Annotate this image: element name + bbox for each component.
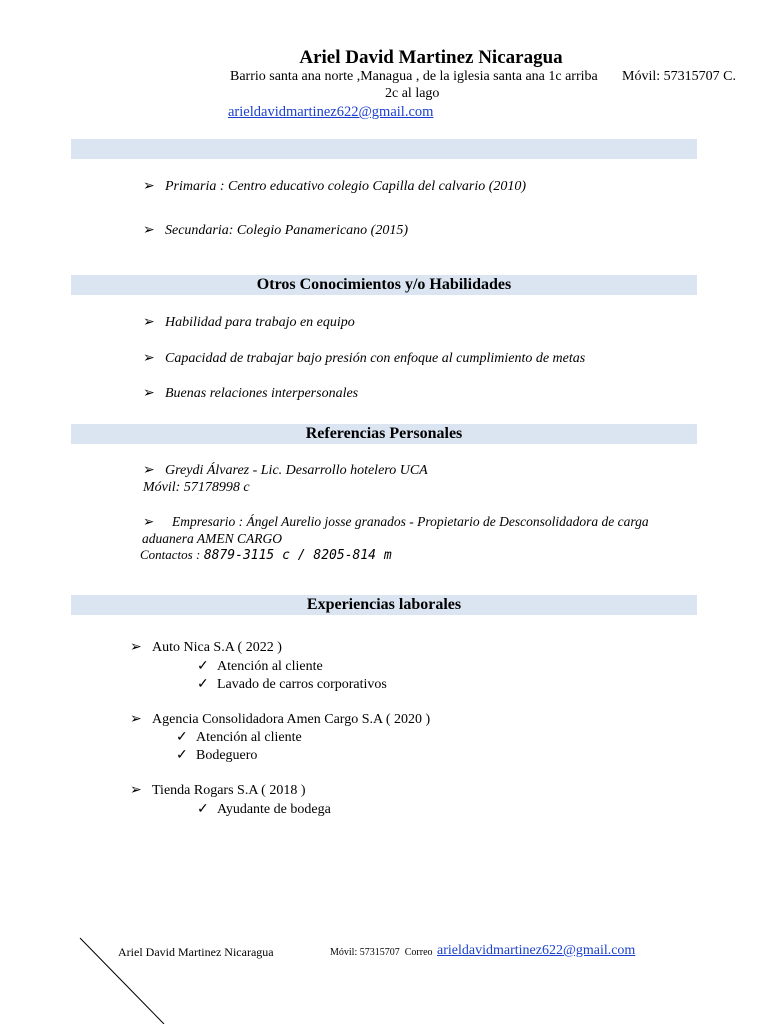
job-item: ➢ Tienda Rogars S.A ( 2018 ) xyxy=(130,783,306,798)
experience-section-title: Experiencias laborales xyxy=(71,595,697,615)
skill-item: ➢ Habilidad para trabajo en equipo xyxy=(143,315,355,330)
arrowhead-bullet-icon: ➢ xyxy=(143,223,155,238)
skill-item: ➢ Buenas relaciones interpersonales xyxy=(143,386,359,401)
checkmark-icon: ✓ xyxy=(176,730,188,745)
skills-section-title: Otros Conocimientos y/o Habilidades xyxy=(71,275,697,295)
job-task: ✓ Bodeguero xyxy=(176,748,258,763)
arrowhead-bullet-icon: ➢ xyxy=(130,640,142,655)
arrowhead-bullet-icon: ➢ xyxy=(143,351,155,366)
education-item-secondary: ➢ Secundaria: Colegio Panamericano (2015) xyxy=(143,223,409,238)
arrowhead-bullet-icon: ➢ xyxy=(143,514,155,529)
reference-2-line-1: ➢ Empresario : Ángel Aurelio josse granados - Propietario de Desconsolidadora de carga xyxy=(143,514,649,529)
address-line-2: 2c al lago xyxy=(385,86,440,101)
header-phone: Móvil: 57315707 C. xyxy=(622,69,736,84)
reference-2-line-2: aduanera AMEN CARGO xyxy=(142,531,282,546)
checkmark-icon: ✓ xyxy=(197,659,209,674)
arrowhead-bullet-icon: ➢ xyxy=(130,783,142,798)
footer-name: Ariel David Martinez Nicaragua xyxy=(118,945,274,959)
footer-phone: Móvil: 57315707 Correo xyxy=(330,947,433,958)
arrowhead-bullet-icon: ➢ xyxy=(143,315,155,330)
job-item: ➢ Auto Nica S.A ( 2022 ) xyxy=(130,640,282,655)
job-item: ➢ Agencia Consolidadora Amen Cargo S.A ( 2020 ) xyxy=(130,712,431,727)
checkmark-icon: ✓ xyxy=(176,748,188,763)
resume-name: Ariel David Martinez Nicaragua xyxy=(299,47,563,68)
education-item-primary: ➢ Primaria : Centro educativo colegio Capilla del calvario (2010) xyxy=(143,179,527,194)
arrowhead-bullet-icon: ➢ xyxy=(143,463,155,478)
reference-1-line-1: ➢ Greydi Álvarez - Lic. Desarrollo hotelero UCA xyxy=(143,463,428,478)
header-email-link[interactable]: arieldavidmartinez622@gmail.com xyxy=(228,104,434,120)
job-task: ✓ Atención al cliente xyxy=(197,659,323,674)
skill-item: ➢ Capacidad de trabajar bajo presión con enfoque al cumplimiento de metas xyxy=(143,351,586,366)
arrowhead-bullet-icon: ➢ xyxy=(143,386,155,401)
job-task: ✓ Ayudante de bodega xyxy=(197,802,331,817)
checkmark-icon: ✓ xyxy=(197,677,209,692)
arrowhead-bullet-icon: ➢ xyxy=(130,712,142,727)
reference-2-contacts: Contactos : 8879-3115 c / 8205-814 m xyxy=(140,547,392,563)
job-task: ✓ Atención al cliente xyxy=(176,730,302,745)
arrowhead-bullet-icon: ➢ xyxy=(143,179,155,194)
address-line-1: Barrio santa ana norte ,Managua , de la iglesia santa ana 1c arriba xyxy=(230,69,598,84)
references-section-title: Referencias Personales xyxy=(71,424,697,444)
checkmark-icon: ✓ xyxy=(197,802,209,817)
job-task: ✓ Lavado de carros corporativos xyxy=(197,677,387,692)
reference-1-phone: Móvil: 57178998 c xyxy=(143,480,250,495)
footer-email-link[interactable]: arieldavidmartinez622@gmail.com xyxy=(437,943,636,958)
